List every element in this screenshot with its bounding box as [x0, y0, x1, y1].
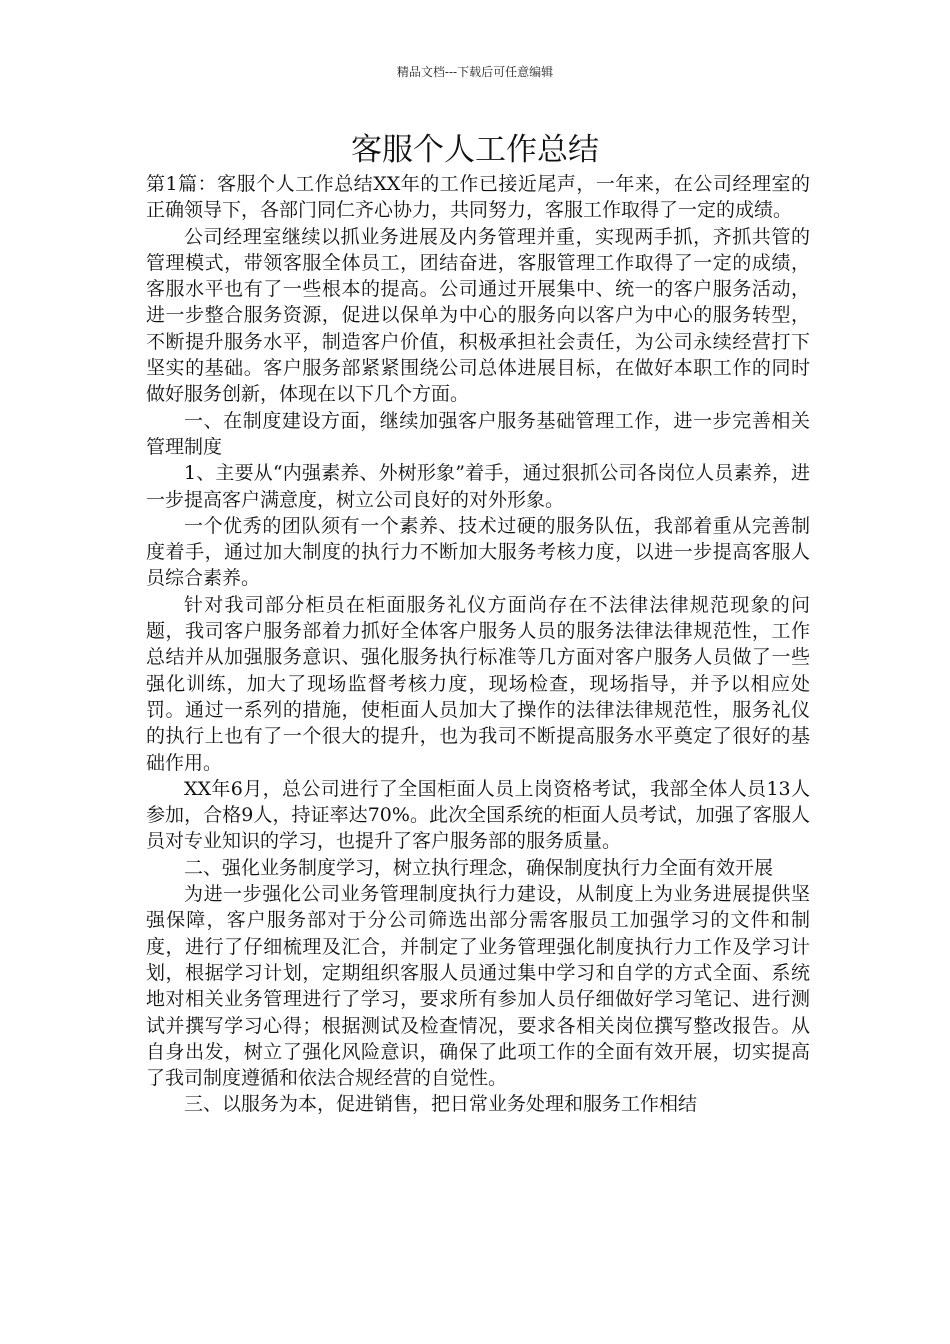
document-body [146, 171, 810, 1118]
section-heading: 一、在制度建设方面，继续加强客户服务基础管理工作，进一步完善相关管理制度 [146, 409, 810, 458]
paragraph: 一个优秀的团队须有一个素养、技术过硬的服务队伍，我部着重从完善制度着手，通过加大制度的执行力不断加大服务考核力度，以进一步提高客服人员综合素养。 [146, 514, 810, 590]
section-heading: 二、强化业务制度学习，树立执行理念，确保制度执行力全面有效开展 [184, 856, 774, 879]
paragraph: 1、主要从“内强素养、外树形象”着手，通过狠抓公司各岗位人员素养，进一步提高客户满意度，树立公司良好的对外形象。 [146, 462, 810, 511]
paragraph: XX年6月，总公司进行了全国柜面人员上岗资格考试，我部全体人员13人参加，合格9人，持证率达70%。此次全国系统的柜面人员考试，加强了客服人员对专业知识的学习，也提升了客户服务部的服务质量。 [146, 777, 810, 853]
document-title: 客服个人工作总结 [351, 132, 599, 168]
page-header: 精品文档---下载后可任意编辑 [396, 65, 554, 79]
paragraph: 公司经理室继续以抓业务进展及内务管理并重，实现两手抓，齐抓共管的管理模式，带领客服全体员工，团结奋进，客服管理工作取得了一定的成绩，客服水平也有了一些根本的提高。公司通过开展集中、统一的客户服务活动，进一步整合服务资源，促进以保单为中心的服务向以客户为中心的服务转型，不断提升服务水平，制造客户价值，积极承担社会责任，为公司永续经营打下坚实的基础。客户服务部紧紧围绕公司总体进展目标，在做好本职工作的同时做好服务创新，体现在以下几个方面。 [146, 225, 810, 406]
paragraph: 针对我司部分柜员在柜面服务礼仪方面尚存在不法律法律规范现象的问题，我司客户服务部着力抓好全体客户服务人员的服务法律法律规范性，工作总结并从加强服务意识、强化服务执行标准等几方面对客户服务人员做了一些强化训练，加大了现场监督考核力度，现场检查，现场指导，并予以相应处罚。通过一系列的措施，使柜面人员加大了操作的法律法律规范性，服务礼仪的执行上也有了一个很大的提升，也为我司不断提高服务水平奠定了很好的基础作用。 [146, 593, 810, 774]
paragraph: 第1篇：客服个人工作总结XX年的工作已接近尾声，一年来，在公司经理室的正确领导下，各部门同仁齐心协力，共同努力，客服工作取得了一定的成绩。 [146, 173, 810, 222]
section-heading: 三、以服务为本，促进销售，把日常业务处理和服务工作相结 [184, 1093, 698, 1116]
paragraph: 为进一步强化公司业务管理制度执行力建设，从制度上为业务进展提供坚强保障，客户服务部对于分公司筛选出部分需客服员工加强学习的文件和制度，进行了仔细梳理及汇合，并制定了业务管理强化制度执行力工作及学习计划，根据学习计划，定期组织客服人员通过集中学习和自学的方式全面、系统地对相关业务管理进行了学习，要求所有参加人员仔细做好学习笔记、进行测试并撰写学习心得；根据测试及检查情况，要求各相关岗位撰写整改报告。从自身出发，树立了强化风险意识，确保了此项工作的全面有效开展，切实提高了我司制度遵循和依法合规经营的自觉性。 [146, 883, 810, 1090]
